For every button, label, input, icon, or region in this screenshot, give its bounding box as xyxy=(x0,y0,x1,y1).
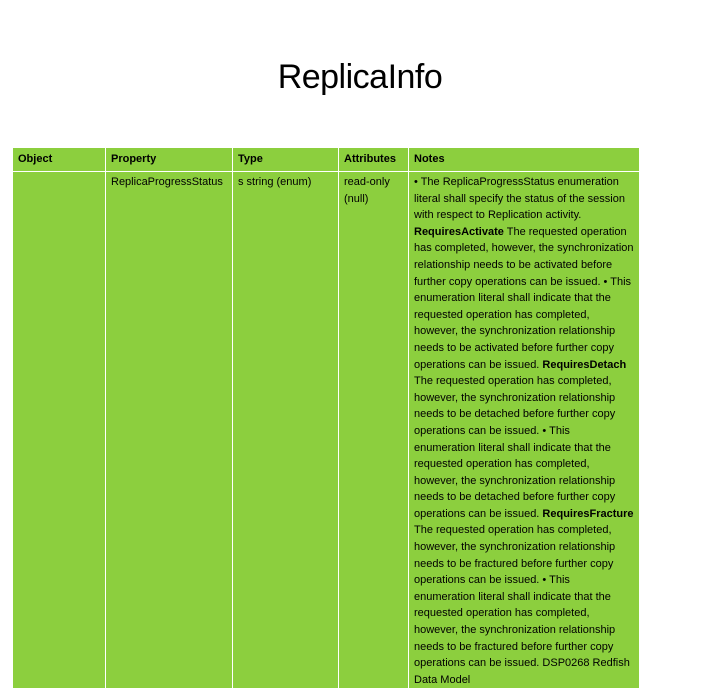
header-notes: Notes xyxy=(409,148,640,172)
slide-title: ReplicaInfo xyxy=(277,58,443,96)
table-header-row xyxy=(13,148,640,172)
notes-text: • The ReplicaProgressStatus enumeration literal shall specify the status of the session with respect to Replication activity. xyxy=(414,176,625,222)
header-property: Property xyxy=(106,148,233,172)
cell-notes xyxy=(409,172,640,689)
notes-term: RequiresFracture xyxy=(542,507,634,520)
cell-property: ReplicaProgressStatus xyxy=(106,172,233,689)
cell-object xyxy=(13,172,106,689)
notes-text: The requested operation has completed, however, the synchronization relationship needs to be fractured before further copy operations can be issued. • This enumeration literal shall indicate that the requested operation has completed, however, the synchronization relationship needs to be fractured before further copy operations can be issued. DSP0268 Redfish Data Model xyxy=(414,524,630,686)
table-row xyxy=(13,172,640,689)
notes-term: RequiresActivate xyxy=(414,225,504,238)
header-attributes: Attributes xyxy=(339,148,409,172)
header-object: Object xyxy=(13,148,106,172)
header-type: Type xyxy=(233,148,339,172)
notes-term: RequiresDetach xyxy=(542,358,627,371)
cell-attributes: read-only (null) xyxy=(339,172,409,689)
cell-type: s string (enum) xyxy=(233,172,339,689)
notes-text: The requested operation has completed, however, the synchronization relationship needs to be detached before further copy operations can be issued. • This enumeration literal shall indicate that the requested operation has completed, however, the synchronization relationship needs to be detached before further copy operations can be issued. xyxy=(414,375,616,520)
property-table xyxy=(12,147,640,689)
notes-text: The requested operation has completed, however, the synchronization relationship needs to be activated before further copy operations can be issued. • This enumeration literal shall indicate that the requested operation has completed, however, the synchronization relationship needs to be activated before further copy operations can be issued. xyxy=(414,225,634,371)
